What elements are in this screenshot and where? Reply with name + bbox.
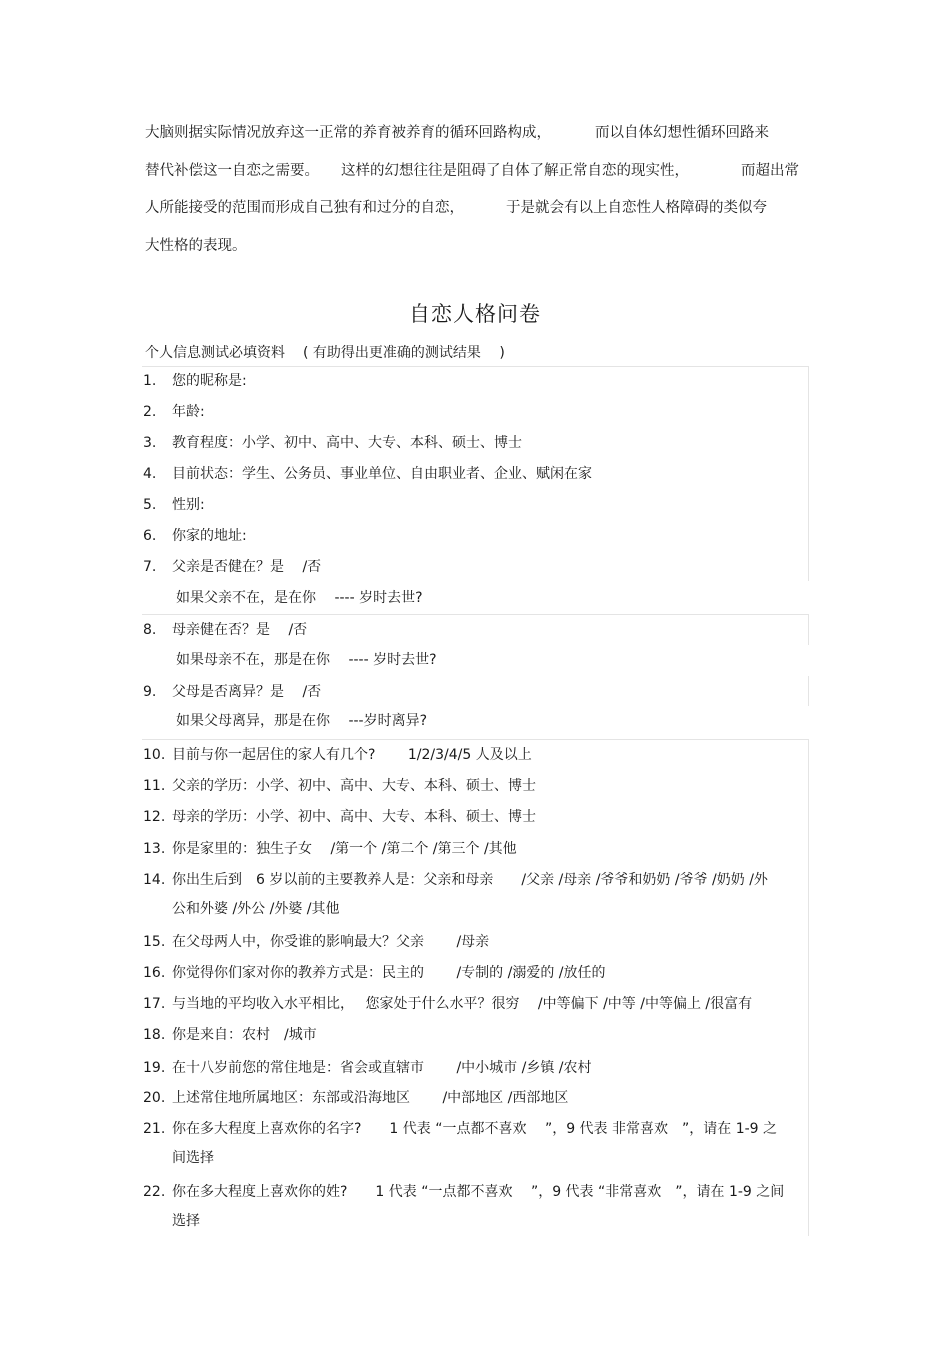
intro-segment: 大脑则据实际情况放弃这一正常的养育被养育的循环回路构成， — [145, 125, 551, 141]
question-item — [143, 1025, 317, 1045]
question-item — [143, 371, 247, 391]
question-text: 母亲的学历：小学、初中、高中、大专、本科、硕士、博士 — [172, 809, 536, 825]
question-text: 父亲的学历：小学、初中、高中、大专、本科、硕士、博士 — [172, 778, 536, 794]
question-number: 1. — [143, 373, 157, 389]
question-item — [143, 620, 307, 640]
question-followup: 如果父亲不在，是在你 ---- 岁时去世? — [176, 590, 423, 606]
info-header — [145, 342, 505, 362]
intro-segment: 替代补偿这一自恋之需要。 — [145, 162, 319, 179]
question-text: 你觉得你们家对你的教养方式是：民主的 /专制的 /溺爱的 /放任的 — [172, 965, 606, 981]
question-number: 4. — [143, 466, 157, 482]
info-header-label: 个人信息测试必填资料 — [145, 345, 285, 361]
question-continuation: 间选择 — [172, 1150, 214, 1166]
question-item — [143, 994, 752, 1014]
question-text: 年龄: — [172, 404, 205, 420]
question-text: 目前与你一起居住的家人有几个? 1/2/3/4/5 人及以上 — [172, 747, 532, 763]
question-item — [143, 495, 205, 515]
page-title: 自恋人格问卷 — [409, 302, 541, 326]
question-number: 2. — [143, 404, 157, 420]
info-header-note: ( 有助得出更准确的测试结果 ) — [303, 345, 505, 361]
question-number: 6. — [143, 528, 157, 544]
question-text: 上述常住地所属地区：东部或沿海地区 /中部地区 /西部地区 — [172, 1090, 569, 1106]
question-text: 父母是否离异？是 /否 — [172, 684, 322, 700]
intro-segment: 这样的幻想往往是阻碍了自体了解正常自恋的现实性， — [341, 162, 689, 179]
question-number: 8. — [143, 622, 157, 638]
question-text: 目前状态：学生、公务员、事业单位、自由职业者、企业、赋闲在家 — [172, 466, 592, 482]
question-item — [143, 433, 522, 453]
question-number: 21. — [143, 1121, 166, 1137]
question-followup: 如果母亲不在，那是在你 ---- 岁时去世? — [176, 652, 437, 668]
question-number: 22. — [143, 1184, 166, 1200]
question-number: 12. — [143, 809, 166, 825]
question-number: 7. — [143, 559, 157, 575]
question-text: 你是来自：农村 /城市 — [172, 1027, 317, 1043]
question-item — [143, 1088, 568, 1108]
question-text: 你出生后到 6 岁以前的主要教养人是：父亲和母亲 /父亲 /母亲 /爷爷和奶奶 /爷爷 /奶奶 /外 — [172, 872, 768, 888]
question-item — [143, 963, 606, 983]
intro-segment: 于是就会有以上自恋性人格障碍的类似夸 — [506, 200, 767, 216]
question-text: 性别: — [172, 497, 205, 513]
question-text: 与当地的平均收入水平相比， 您家处于什么水平？很穷 /中等偏下 /中等 /中等偏上 /很富有 — [172, 996, 753, 1012]
question-item — [143, 1119, 777, 1139]
question-number: 17. — [143, 996, 166, 1012]
intro-segment: 而超出常 — [741, 162, 799, 179]
question-text: 在父母两人中，你受谁的影响最大？父亲 /母亲 — [172, 934, 490, 950]
question-continuation: 选择 — [172, 1213, 200, 1229]
question-text: 父亲是否健在？是 /否 — [172, 559, 322, 575]
question-number: 9. — [143, 684, 157, 700]
intro-segment: 而以自体幻想性循环回路来 — [595, 125, 769, 141]
question-text: 你在多大程度上喜欢你的姓? 1 代表 “一点都不喜欢 ”，9 代表 “非常喜欢 ”，请在 1-9 之间 — [172, 1184, 785, 1200]
question-number: 20. — [143, 1090, 166, 1106]
question-text: 您的昵称是: — [172, 373, 247, 389]
question-item — [143, 745, 532, 765]
intro-segment: 人所能接受的范围而形成自己独有和过分的自恋， — [145, 200, 464, 216]
question-item — [143, 557, 321, 577]
intro-segment: 大性格的表现。 — [145, 237, 247, 254]
question-continuation: 公和外婆 /外公 /外婆 /其他 — [172, 901, 340, 917]
question-item — [143, 807, 536, 827]
question-item — [143, 1182, 784, 1202]
question-number: 15. — [143, 934, 166, 950]
intro-line — [145, 122, 810, 160]
question-number: 13. — [143, 841, 166, 857]
question-item — [143, 682, 321, 702]
question-number: 16. — [143, 965, 166, 981]
question-number: 19. — [143, 1060, 166, 1076]
question-item — [143, 932, 489, 952]
question-text: 在十八岁前您的常住地是：省会或直辖市 /中小城市 /乡镇 /农村 — [172, 1060, 592, 1076]
question-text: 母亲健在否？是 /否 — [172, 622, 308, 638]
question-followup: 如果父母离异，那是在你 ---岁时离异? — [176, 713, 428, 729]
question-item — [143, 402, 205, 422]
question-number: 10. — [143, 747, 166, 763]
intro-line — [145, 235, 810, 273]
question-item — [143, 526, 247, 546]
question-text: 你家的地址: — [172, 528, 247, 544]
intro-line — [145, 160, 810, 198]
question-item — [143, 1058, 592, 1078]
question-number: 18. — [143, 1027, 166, 1043]
question-text: 教育程度：小学、初中、高中、大专、本科、硕士、博士 — [172, 435, 522, 451]
question-item — [143, 839, 517, 859]
question-text: 你在多大程度上喜欢你的名字? 1 代表 “一点都不喜欢 ”，9 代表 非常喜欢 ”，请在 1-9 之 — [172, 1121, 778, 1137]
intro-line — [145, 197, 810, 235]
question-text: 你是家里的：独生子女 /第一个 /第二个 /第三个 /其他 — [172, 841, 517, 857]
question-number: 5. — [143, 497, 157, 513]
question-item — [143, 870, 768, 890]
question-item — [143, 776, 536, 796]
question-number: 14. — [143, 872, 166, 888]
question-number: 3. — [143, 435, 157, 451]
question-number: 11. — [143, 778, 166, 794]
question-item — [143, 464, 592, 484]
intro-paragraph — [145, 122, 810, 272]
